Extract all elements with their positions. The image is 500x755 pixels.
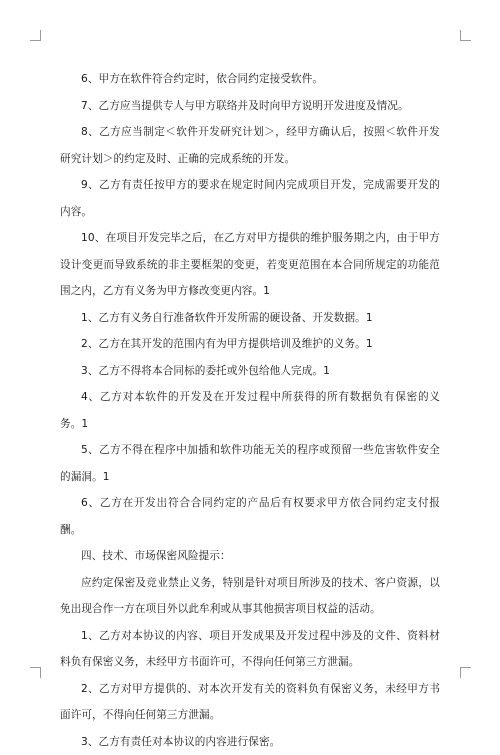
section-heading: 四、技术、市场保密风险提示： (60, 543, 440, 570)
crop-mark-bottom-left (30, 667, 41, 678)
paragraph: 5、乙方不得在程序中加插和软件功能无关的程序或预留一些危害软件安全的漏洞。1 (60, 437, 440, 490)
paragraph: 应约定保密及竞业禁止义务，特别是针对项目所涉及的技术、客户资源，以免出现合作一方在项目外以此牟利或从事其他损害项目权益的活动。 (60, 570, 440, 623)
paragraph: 4、乙方对本软件的开发及在开发过程中所获得的所有数据负有保密的义务。1 (60, 384, 440, 437)
crop-mark-bottom-right (460, 667, 471, 678)
paragraph: 6、乙方在开发出符合合同约定的产品后有权要求甲方依合同约定支付报酬。 (60, 490, 440, 543)
paragraph: 9、乙方有责任按甲方的要求在规定时间内完成项目开发，完成需要开发的内容。 (60, 172, 440, 225)
document-body (60, 66, 440, 755)
paragraph: 1、乙方有义务自行准备软件开发所需的硬设备、开发数据。1 (60, 305, 440, 332)
paragraph: 3、乙方有责任对本协议的内容进行保密。 (60, 729, 440, 755)
paragraph: 10、在项目开发完毕之后，在乙方对甲方提供的维护服务期之内，由于甲方设计变更而导致系统的非主要框架的变更，若变更范围在本合同所规定的功能范围之内，乙方有义务为甲方修改变更内容。1 (60, 225, 440, 305)
paragraph: 8、乙方应当制定＜软件开发研究计划＞，经甲方确认后，按照＜软件开发研究计划＞的约定及时、正确的完成系统的开发。 (60, 119, 440, 172)
paragraph: 3、乙方不得将本合同标的委托或外包给他人完成。1 (60, 358, 440, 385)
crop-mark-top-right (460, 30, 471, 41)
crop-mark-top-left (30, 30, 41, 41)
paragraph: 2、乙方在其开发的范围内有为甲方提供培训及维护的义务。1 (60, 331, 440, 358)
paragraph: 6、甲方在软件符合约定时，依合同约定接受软件。 (60, 66, 440, 93)
paragraph: 7、乙方应当提供专人与甲方联络并及时向甲方说明开发进度及情况。 (60, 93, 440, 120)
paragraph: 1、乙方对本协议的内容、项目开发成果及开发过程中涉及的文件、资料材料负有保密义务，未经甲方书面许可，不得向任何第三方泄漏。 (60, 623, 440, 676)
paragraph: 2、乙方对甲方提供的、对本次开发有关的资料负有保密义务，未经甲方书面许可，不得向任何第三方泄漏。 (60, 676, 440, 729)
